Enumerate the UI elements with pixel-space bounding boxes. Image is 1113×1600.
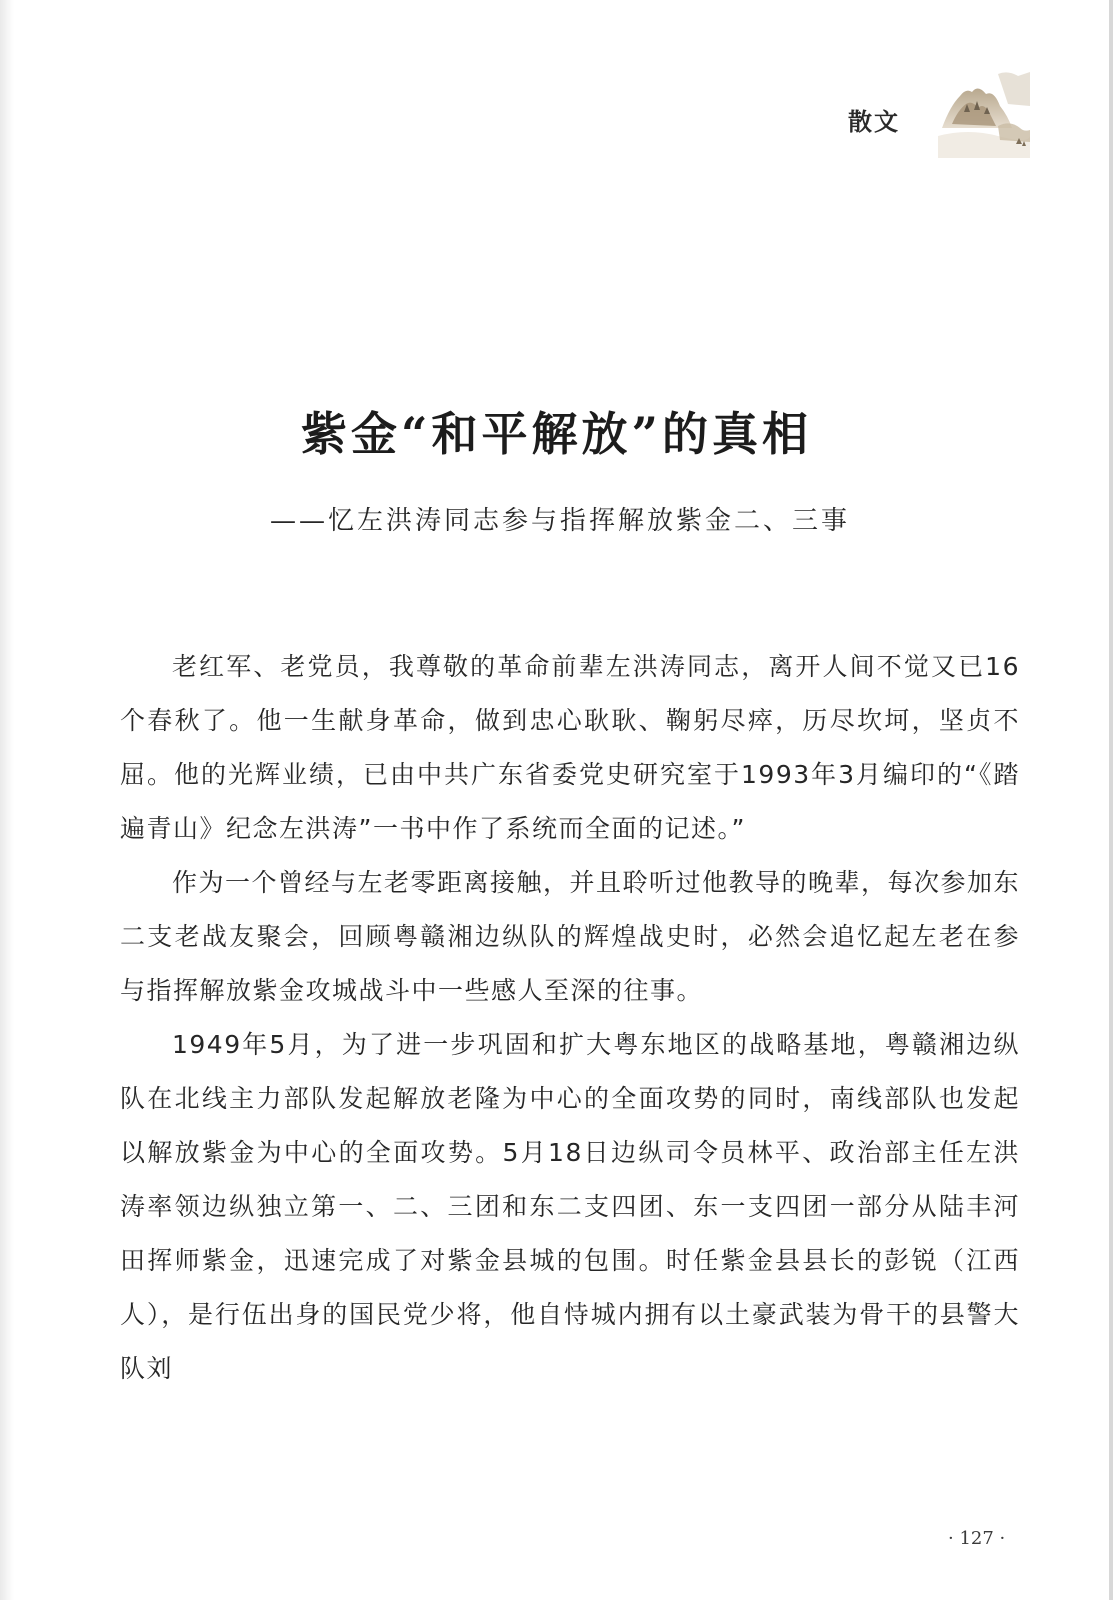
article-body [120, 640, 1020, 1396]
section-label: 散文 [848, 108, 900, 136]
body-paragraph: 老红军、老党员，我尊敬的革命前辈左洪涛同志，离开人间不觉又已16个春秋了。他一生献身革命，做到忠心耿耿、鞠躬尽瘁，历尽坎坷，坚贞不屈。他的光辉业绩，已由中共广东省委党史研究室于1993年3月编印的“《踏遍青山》纪念左洪涛”一书中作了系统而全面的记述。” [120, 652, 1020, 843]
body-paragraph: 作为一个曾经与左老零距离接触，并且聆听过他教导的晚辈，每次参加东二支老战友聚会，回顾粤赣湘边纵队的辉煌战史时，必然会追忆起左老在参与指挥解放紫金攻城战斗中一些感人至深的往事。 [120, 868, 1021, 1005]
page-number: · 127 · [948, 1528, 1006, 1549]
article-subtitle: ——忆左洪涛同志参与指挥解放紫金二、三事 [270, 506, 851, 536]
body-paragraph: 1949年5月，为了进一步巩固和扩大粤东地区的战略基地，粤赣湘边纵队在北线主力部队发起解放老隆为中心的全面攻势的同时，南线部队也发起以解放紫金为中心的全面攻势。5月18日边纵司令员林平、政治部主任左洪涛率领边纵独立第一、二、三团和东二支四团、东一支四团一部分从陆丰河田挥师紫金，迅速完成了对紫金县城的包围。时任紫金县县长的彭锐（江西人），是行伍出身的国民党少将，他自恃城内拥有以土豪武装为骨干的县警大队刘 [120, 1030, 1020, 1383]
article-title: 紫金“和平解放”的真相 [301, 407, 812, 461]
page-left-edge [0, 0, 14, 1600]
ink-landscape-icon [938, 66, 1030, 158]
page-right-edge [1109, 0, 1113, 1600]
